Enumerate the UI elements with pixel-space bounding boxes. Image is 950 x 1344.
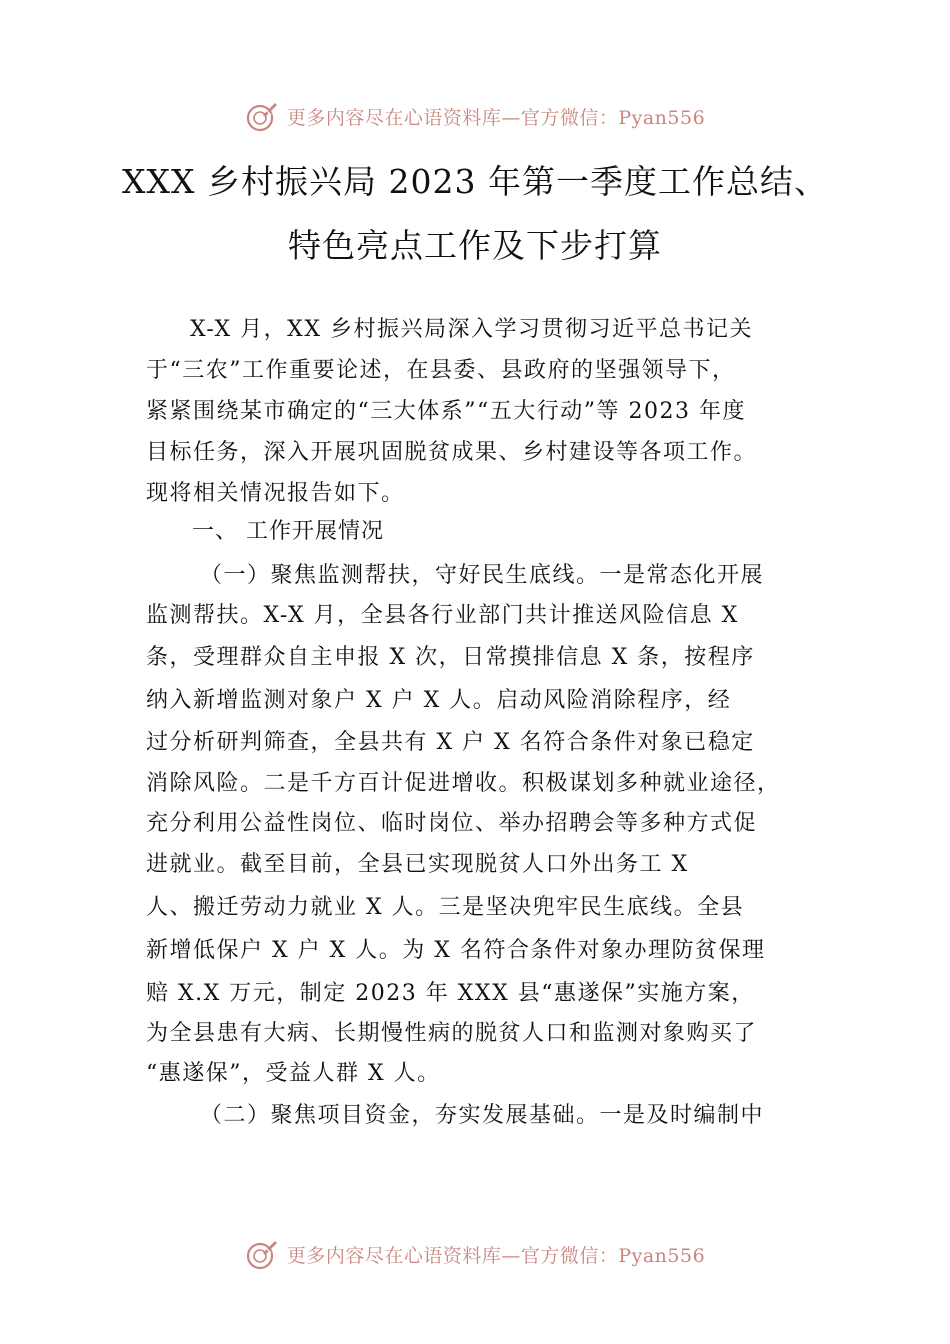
subsection-line: “惠遂保”，受益人群 X 人。 (146, 1061, 441, 1086)
subsection-line: 人、搬迁劳动力就业 X 人。三是坚决兜牢民生底线。全县 (146, 895, 745, 920)
subsection-line: 新增低保户 X 户 X 人。为 X 名符合条件对象办理防贫保理 (146, 938, 766, 963)
pen-seal-icon (245, 1237, 279, 1271)
subsection-line: （一）聚焦监测帮扶，守好民生底线。一是常态化开展 (200, 563, 765, 588)
document-title-line-2: 特色亮点工作及下步打算 (288, 226, 662, 265)
subsection-line: 监测帮扶。X-X 月，全县各行业部门共计推送风险信息 X (146, 603, 739, 628)
document-title-line-1: XXX 乡村振兴局 2023 年第一季度工作总结、 (122, 162, 828, 201)
intro-line: X-X 月，XX 乡村振兴局深入学习贯彻习近平总书记关 (190, 317, 754, 342)
intro-line: 目标任务，深入开展巩固脱贫成果、乡村建设等各项工作。 (146, 440, 758, 465)
subsection-line: 纳入新增监测对象户 X 户 X 人。启动风险消除程序，经 (146, 688, 732, 713)
subsection-line: （二）聚焦项目资金，夯实发展基础。一是及时编制中 (200, 1103, 765, 1128)
subsection-line: 为全县患有大病、长期慢性病的脱贫人口和监测对象购买了 (146, 1021, 758, 1046)
subsection-line: 进就业。截至目前，全县已实现脱贫人口外出务工 X (146, 852, 689, 877)
section-heading: 一、 工作开展情况 (192, 519, 384, 544)
subsection-line: 充分利用公益性岗位、临时岗位、举办招聘会等多种方式促 (146, 811, 758, 836)
subsection-line: 过分析研判筛查，全县共有 X 户 X 名符合条件对象已稳定 (146, 730, 755, 755)
intro-line: 现将相关情况报告如下。 (146, 481, 405, 506)
watermark-text: 更多内容尽在心语资料库—官方微信：Pyan556 (286, 1244, 706, 1267)
subsection-line: 条，受理群众自主申报 X 次，日常摸排信息 X 条，按程序 (146, 645, 755, 670)
subsection-line: 赔 X.X 万元，制定 2023 年 XXX 县“惠遂保”实施方案， (146, 981, 755, 1006)
watermark-footer (0, 1234, 950, 1274)
watermark-text: 更多内容尽在心语资料库—官方微信：Pyan556 (286, 106, 706, 129)
intro-line: 于“三农”工作重要论述，在县委、县政府的坚强领导下， (146, 358, 736, 383)
subsection-line: 消除风险。二是千方百计促进增收。积极谋划多种就业途径， (146, 771, 781, 796)
intro-line: 紧紧围绕某市确定的“三大体系”“五大行动”等 2023 年度 (146, 399, 746, 424)
watermark-header (0, 96, 950, 136)
pen-seal-icon (245, 99, 279, 133)
